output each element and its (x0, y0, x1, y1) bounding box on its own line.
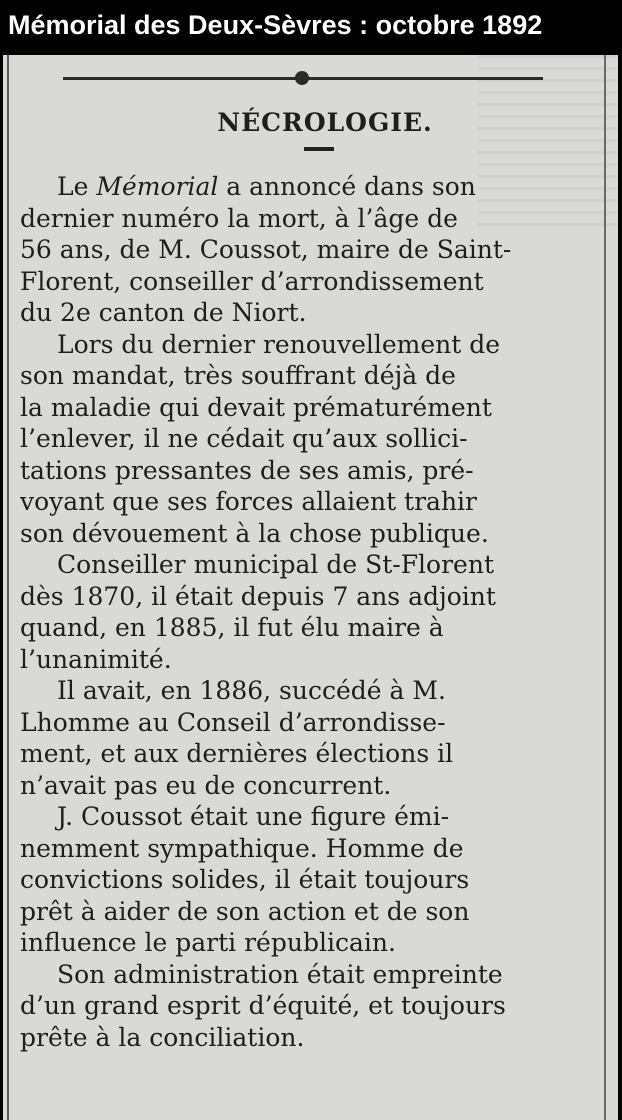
text-line: quand, en 1885, il fut élu maire à (20, 613, 444, 642)
text-line: du 2e canton de Niort. (20, 298, 307, 327)
text-line: dernier numéro la mort, à l’âge de (20, 203, 458, 233)
text-line: Florent, conseiller d’arrondissement (20, 266, 484, 296)
text-line: son dévouement à la chose publique. (20, 518, 489, 548)
newspaper-clipping (3, 55, 618, 1120)
text-line: convictions solides, il était toujours (20, 865, 470, 894)
text-line: voyant que ses forces allaient trahir (20, 487, 478, 516)
text-line: son mandat, très souffrant déjà de (20, 361, 456, 390)
column-rule-left (7, 55, 9, 1120)
text-line: influence le parti républicain. (20, 928, 396, 957)
text-line: n’avait pas eu de concurrent. (20, 770, 392, 800)
ornamental-rule (63, 70, 543, 86)
text-line: l’unanimité. (20, 644, 172, 674)
text-line: nemment sympathique. Homme de (20, 833, 464, 863)
text-line: J. Coussot était une figure émi- (57, 802, 450, 831)
paragraph-6 (20, 959, 590, 1054)
text-line: tations pressantes de ses amis, pré- (20, 455, 474, 485)
text-line: la maladie qui devait prématurément (20, 392, 492, 422)
text-line: Le Mémorial a annoncé dans son (57, 172, 476, 201)
column-rule-right (604, 55, 606, 1120)
text-line: prêt à aider de son action et de son (20, 896, 470, 926)
text-line: Son administration était empreinte (57, 959, 503, 989)
paragraph-3 (20, 549, 590, 675)
text-line: d’un grand esprit d’équité, et toujours (20, 991, 506, 1020)
obituary-article (20, 103, 590, 1053)
text-line: ment, et aux dernières élections il (20, 739, 454, 768)
text-line: Lhomme au Conseil d’arrondisse- (20, 707, 446, 737)
paragraph-1 (20, 171, 590, 329)
text-line: 56 ans, de M. Coussot, maire de Saint- (20, 235, 512, 264)
text-line: prête à la conciliation. (20, 1022, 305, 1052)
text-line: dès 1870, il était depuis 7 ans adjoint (20, 581, 496, 611)
paragraph-4 (20, 675, 590, 801)
article-heading: NÉCROLOGIE. (217, 108, 433, 137)
page-caption: Mémorial des Deux-Sèvres : octobre 1892 (0, 0, 622, 50)
text-line: Lors du dernier renouvellement de (57, 329, 501, 359)
text-line: Il avait, en 1886, succédé à M. (57, 676, 446, 705)
text-line: l’enlever, il ne cédait qu’aux sollici- (20, 424, 468, 453)
heading-dash (304, 147, 334, 151)
paragraph-2 (20, 329, 590, 550)
text-line: Conseiller municipal de St-Florent (57, 550, 494, 579)
ornament-dot (295, 71, 309, 85)
paragraph-5 (20, 801, 590, 959)
